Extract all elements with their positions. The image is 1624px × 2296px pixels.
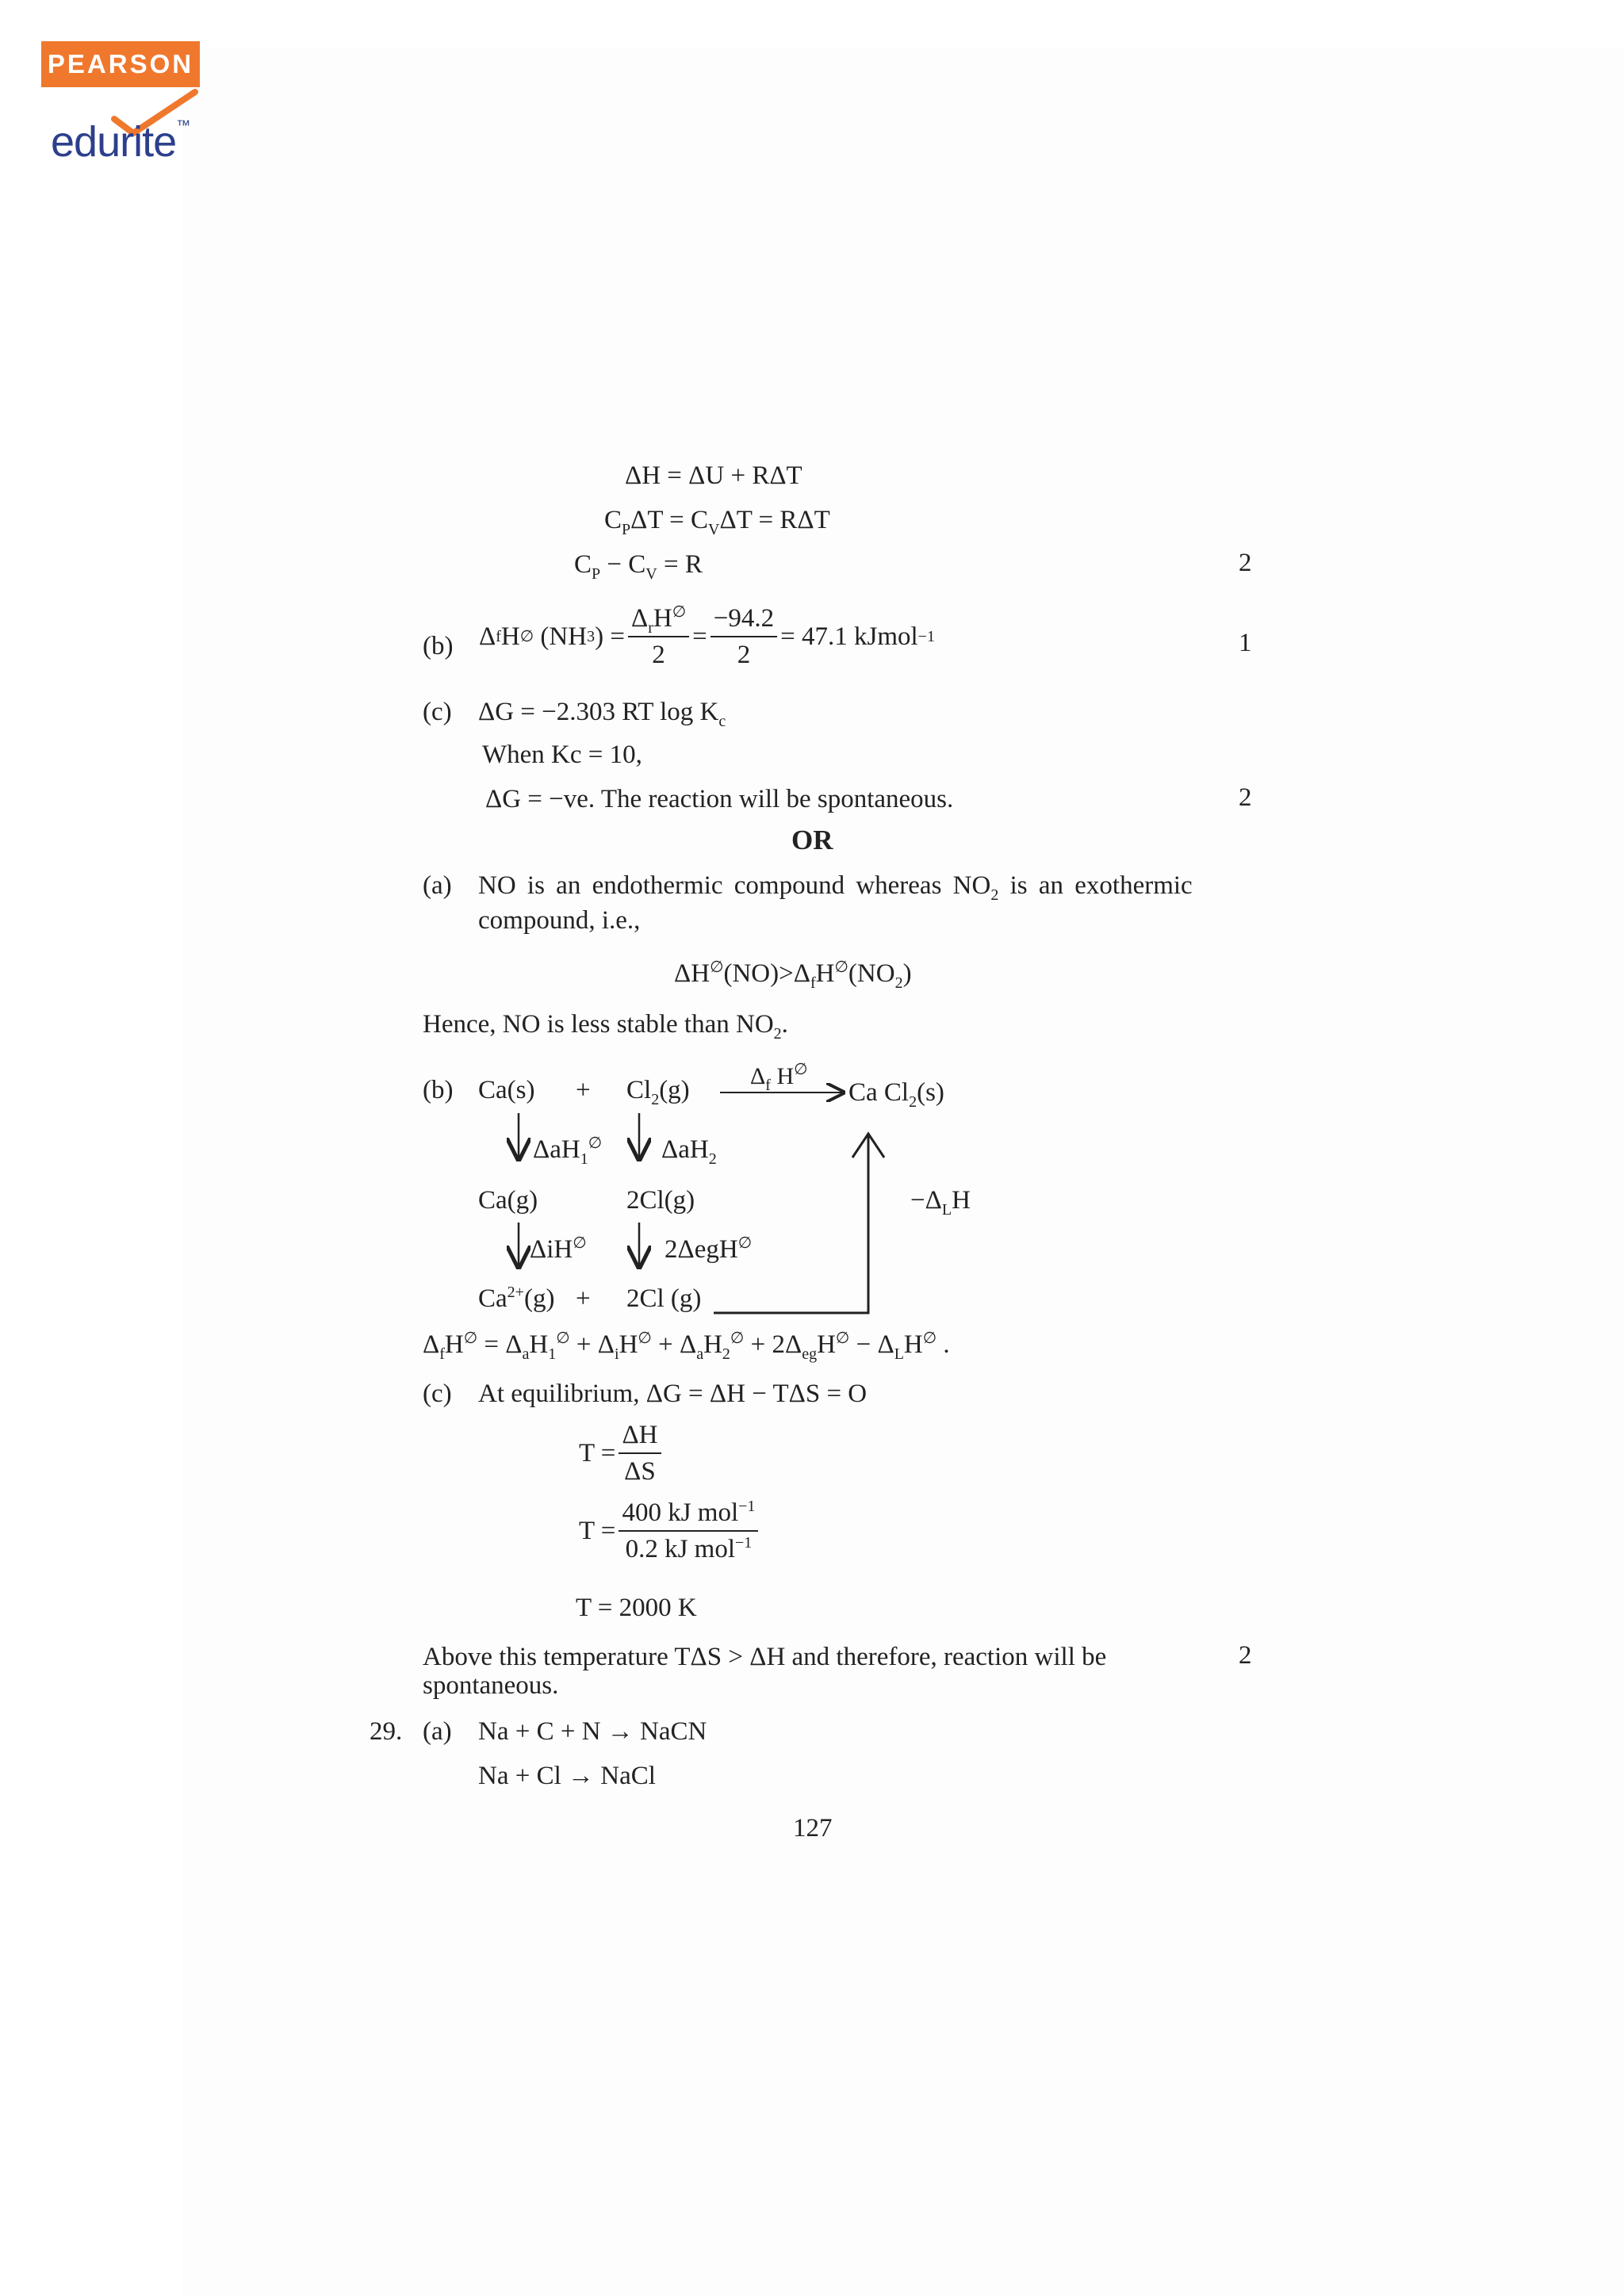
spontaneity-text-2: spontaneous. bbox=[423, 1671, 559, 1700]
part-a-label: (a) bbox=[423, 871, 452, 900]
reaction-nacn: Na + C + N → NaCN bbox=[478, 1717, 707, 1746]
temperature-formula: T = $\frac{\Delta H}{\Delta S}$ bbox=[579, 1419, 665, 1487]
endothermic-text: NO is an endothermic compound whereas $NO_2$ is an exothermic bbox=[478, 871, 1193, 904]
equation-formation-enthalpy: Δ f H ∅ ( NH 3 ) = $\frac{\Delta_rH^\emptyset}{2}$ = $\frac{-94.2}{2}$ = 47.1 kJmol −1 bbox=[479, 603, 935, 669]
atomisation-enthalpy-cl: ΔaH$_2$ bbox=[661, 1135, 717, 1168]
spontaneity-text: Above this temperature TΔS > ΔH and therefore, reaction will be bbox=[423, 1643, 1107, 1671]
chlorine-atoms: 2Cl(g) bbox=[626, 1186, 695, 1215]
calcium-gas: Ca(g) bbox=[478, 1186, 538, 1215]
condition-text: When Kc = 10, bbox=[482, 740, 642, 769]
chlorine-gas: $Cl_2(g)$ bbox=[626, 1076, 690, 1108]
equation-heat-capacity: $C_P\Delta T = C_V\Delta T = R\Delta T$ bbox=[604, 506, 830, 538]
part-c2-label: (c) bbox=[423, 1380, 452, 1408]
trademark-mark: ™ bbox=[176, 117, 190, 133]
temperature-substitution: T = $\frac{400 kJ mol^{-1}}{0.2 kJ mol^{-1}}$ bbox=[579, 1497, 761, 1565]
pearson-label: PEARSON bbox=[47, 49, 194, 78]
atomisation-enthalpy-ca: ΔaH$_1$∅ bbox=[533, 1135, 603, 1168]
equation-gibbs: ΔG = −2.303 RT $\log K_c$ bbox=[478, 698, 726, 730]
formation-arrow-label: $\Delta_f$ H∅ bbox=[750, 1061, 808, 1094]
reaction-nacl: Na + Cl → NaCl bbox=[478, 1762, 656, 1790]
or-heading: OR bbox=[791, 825, 833, 855]
plus-sign: + bbox=[576, 1076, 591, 1104]
page-number: 127 bbox=[793, 1814, 833, 1843]
stability-text: Hence, NO is less stable than $NO_2$. bbox=[423, 1010, 788, 1043]
marks-label: 2 bbox=[1239, 549, 1252, 577]
marks-label: 2 bbox=[1239, 1641, 1252, 1670]
conclusion-text: ΔG = −ve. The reaction will be spontaneous. bbox=[485, 785, 954, 813]
part-b-label: (b) bbox=[423, 632, 454, 660]
temperature-result: T = 2000 K bbox=[576, 1594, 697, 1622]
marks-label: 2 bbox=[1239, 783, 1252, 812]
enthalpy-inequality: $\Delta H^\emptyset(NO)>\Delta_fH^\emptyset(NO_2)$ bbox=[674, 959, 912, 992]
equilibrium-condition: At equilibrium, ΔG = ΔH − TΔS = O bbox=[478, 1380, 868, 1408]
ionisation-enthalpy: ΔiH∅ bbox=[530, 1234, 587, 1264]
lattice-enthalpy: $-\Delta_LH$ bbox=[910, 1186, 971, 1219]
chloride-ions: 2Cl (g) bbox=[626, 1284, 702, 1313]
electron-gain-enthalpy: 2ΔegH∅ bbox=[665, 1234, 753, 1264]
lattice-path bbox=[714, 1135, 868, 1313]
marks-label: 1 bbox=[1239, 629, 1252, 657]
hess-law-sum: $\Delta_fH^\emptyset = \Delta_aH_1^\emptyset + \Delta_iH^\emptyset + \Delta_aH_2^\emptyset + 2\Delta_{eg}H^\emptyset - \Delta_LH^\emptyset$ . bbox=[423, 1330, 950, 1363]
equation-enthalpy: ΔH = ΔU + RΔT bbox=[625, 461, 802, 490]
calcium-ion: $Ca^{2+}(g)$ bbox=[478, 1284, 555, 1313]
calcium-solid: Ca(s) bbox=[478, 1076, 535, 1104]
part-c-label: (c) bbox=[423, 698, 452, 726]
equation-mayer: $C_P - C_V = R$ bbox=[574, 550, 703, 583]
edurite-wordmark: edurite bbox=[51, 118, 177, 166]
plus-sign: + bbox=[576, 1284, 591, 1313]
question-number: 29. bbox=[370, 1717, 403, 1746]
calcium-chloride: Ca $Cl_2(s)$ bbox=[848, 1078, 944, 1111]
compound-text: compound, i.e., bbox=[478, 906, 641, 935]
part-b2-label: (b) bbox=[423, 1076, 454, 1104]
part-a-label: (a) bbox=[423, 1717, 452, 1746]
